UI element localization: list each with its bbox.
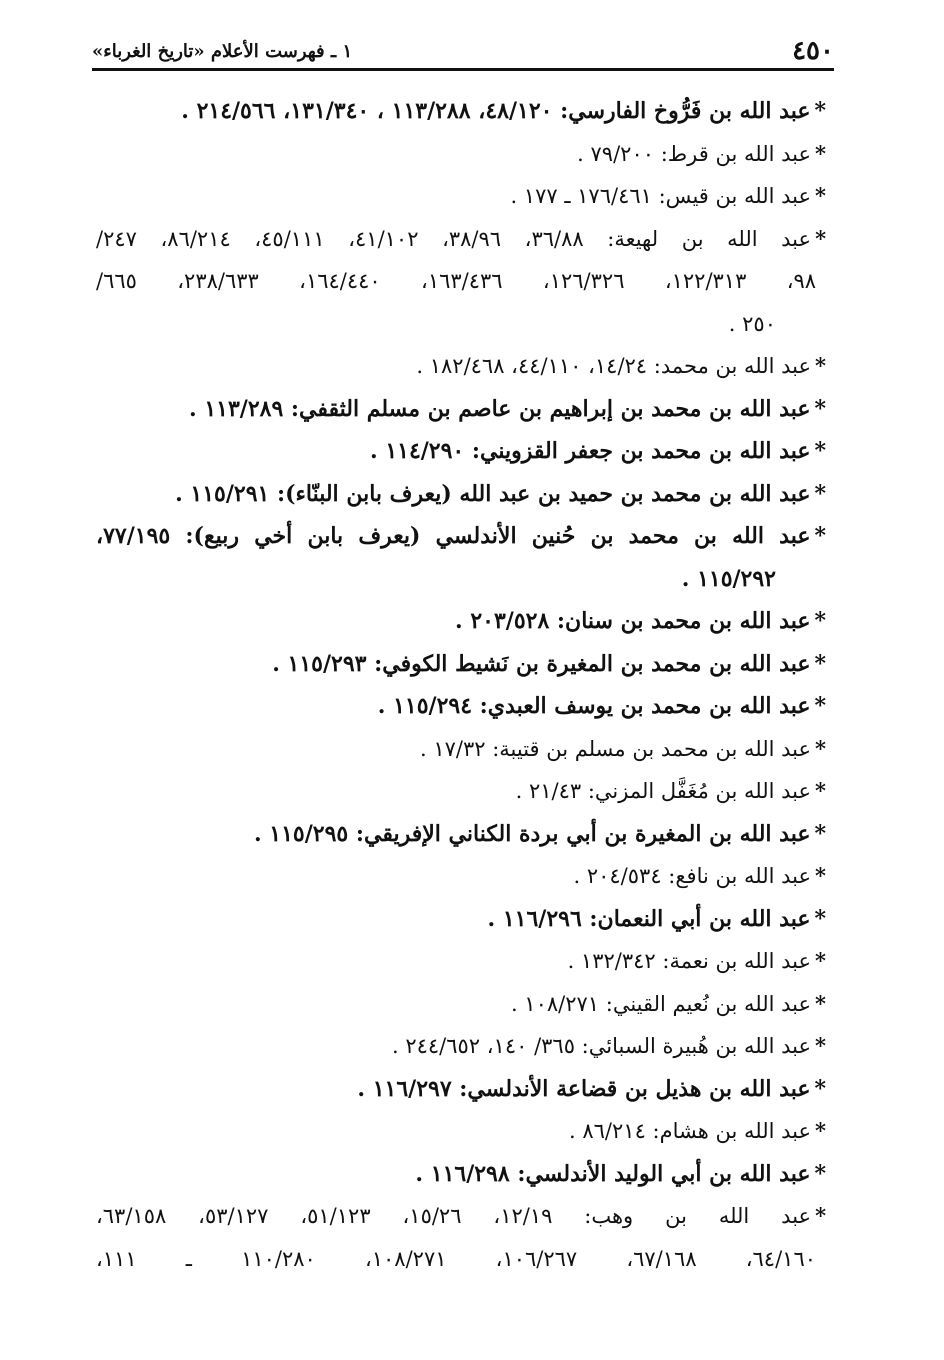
entry-bullet: * bbox=[814, 608, 826, 634]
index-entry bbox=[96, 855, 826, 898]
entry-bullet: * bbox=[815, 225, 826, 251]
entry-bullet: * bbox=[815, 1203, 826, 1228]
entry-text: عبد الله بن محمد بن يوسف العبدي: ١١٥/٢٩٤ . bbox=[377, 693, 811, 719]
entry-bullet: * bbox=[814, 480, 826, 507]
entry-text: عبد الله بن محمد بن حُنين الأندلسي (يعرف بابن أخي ربيع): ٧٧/١٩٥، bbox=[96, 523, 811, 549]
entry-text: عبد الله بن هشام: ٨٦/٢١٤ . bbox=[569, 1119, 812, 1143]
index-entry bbox=[96, 685, 826, 728]
entry-bullet: * bbox=[814, 650, 826, 677]
index-entry bbox=[96, 600, 826, 643]
entry-text: عبد الله بن محمد بن مسلم بن قتيبة: ١٧/٣٢ . bbox=[419, 736, 812, 761]
entry-text: عبد الله بن قرط: ٧٩/٢٠٠ . bbox=[577, 141, 812, 166]
index-entry bbox=[96, 770, 826, 813]
entry-text: عبد الله بن وهب: ١٢/١٩، ١٥/٢٦، ٥١/١٢٣، ٥٣/١٢٧، ٦٣/١٥٨، bbox=[96, 1204, 812, 1228]
entry-bullet: * bbox=[815, 735, 826, 761]
index-entry bbox=[96, 345, 826, 388]
entry-text: عبد الله بن فَرُّوخ الفارسي: ٤٨/١٢٠، ١١٣/٢٨٨ ، ١٣١/٣٤٠، ٢١٤/٥٦٦ . bbox=[181, 98, 811, 124]
index-entry bbox=[96, 728, 826, 771]
entry-bullet: * bbox=[814, 1075, 826, 1102]
index-entry bbox=[96, 473, 826, 516]
index-entry bbox=[96, 90, 826, 133]
entry-bullet: * bbox=[815, 1033, 826, 1058]
entry-bullet: * bbox=[815, 140, 826, 166]
entry-bullet: * bbox=[814, 693, 826, 719]
entry-bullet: * bbox=[814, 1160, 826, 1187]
index-entry-continuation bbox=[96, 303, 826, 346]
entry-bullet: * bbox=[814, 905, 826, 932]
index-entry-continuation bbox=[96, 558, 826, 601]
page-header bbox=[92, 30, 834, 71]
entry-text: عبد الله بن مُغَفَّل المزني: ٢١/٤٣ . bbox=[515, 779, 812, 803]
index-entry bbox=[96, 1195, 826, 1238]
index-entry bbox=[96, 175, 826, 218]
entry-text: عبد الله بن نُعيم القيني: ١٠٨/٢٧١ . bbox=[510, 991, 812, 1016]
entry-bullet: * bbox=[815, 778, 826, 803]
entry-text: ٩٨، ١٢٢/٣١٣، ١٢٦/٣٢٦، ١٦٣/٤٣٦، ١٦٤/٤٤٠، ٢٣٨/٦٣٣، ٦٦٥/ bbox=[96, 269, 817, 293]
entry-text: عبد الله بن هُبيرة السبائي: ٣٦٥/ ١٤٠، ٢٤٤/٦٥٢ . bbox=[391, 1034, 812, 1058]
index-entry bbox=[96, 643, 826, 686]
entry-text: عبد الله بن أبي النعمان: ١١٦/٢٩٦ . bbox=[487, 905, 811, 932]
running-title: ١ ـ فهرست الأعلام «تاريخ الغرباء» bbox=[92, 41, 353, 62]
entry-text: عبد الله بن قيس: ١٧٦/٤٦١ ـ ١٧٧ . bbox=[510, 184, 812, 208]
page-number: ٤٥٠ bbox=[792, 36, 834, 66]
entry-bullet: * bbox=[815, 990, 826, 1016]
entry-text: عبد الله بن محمد بن حميد بن عبد الله (يعرف بابن البنّاء): ١١٥/٢٩١ . bbox=[175, 480, 811, 507]
index-entry bbox=[96, 1153, 826, 1196]
entry-bullet: * bbox=[815, 1118, 826, 1143]
index-entry bbox=[96, 218, 826, 261]
entry-text: عبد الله بن هذيل بن قضاعة الأندلسي: ١١٦/٢٩٧ . bbox=[357, 1075, 811, 1102]
index-entry bbox=[96, 515, 826, 558]
entry-bullet: * bbox=[815, 183, 826, 208]
index-entry bbox=[96, 133, 826, 176]
entry-bullet: * bbox=[815, 353, 826, 378]
entry-text: عبد الله بن أبي الوليد الأندلسي: ١١٦/٢٩٨ . bbox=[415, 1160, 811, 1187]
entry-text: عبد الله بن محمد بن إبراهيم بن عاصم بن مسلم الثقفي: ١١٣/٢٨٩ . bbox=[189, 395, 811, 422]
entry-text: عبد الله بن لهيعة: ٣٦/٨٨، ٣٨/٩٦، ٤١/١٠٢، ٤٥/١١١، ٨٦/٢١٤، ٢٤٧/ bbox=[96, 226, 812, 251]
entry-bullet: * bbox=[814, 820, 826, 847]
entry-bullet: * bbox=[814, 395, 826, 422]
entry-bullet: * bbox=[815, 863, 826, 888]
entry-text: عبد الله بن نعمة: ١٣٢/٣٤٢ . bbox=[567, 949, 812, 973]
index-entry bbox=[96, 813, 826, 856]
entry-text: ٦٤/١٦٠، ٦٧/١٦٨، ١٠٦/٢٦٧، ١٠٨/٢٧١، ١١٠/٢٨٠ ـ ١١١، bbox=[96, 1246, 817, 1271]
index-entry bbox=[96, 388, 826, 431]
entry-text: عبد الله بن نافع: ٢٠٤/٥٣٤ . bbox=[573, 864, 812, 888]
index-entry bbox=[96, 983, 826, 1026]
entry-text: ١١٥/٢٩٢ . bbox=[681, 565, 776, 592]
index-entry bbox=[96, 1110, 826, 1153]
entry-text: عبد الله بن محمد بن المغيرة بن نَشيط الكوفي: ١١٥/٢٩٣ . bbox=[272, 650, 811, 677]
entry-bullet: * bbox=[814, 98, 826, 124]
index-entry bbox=[96, 898, 826, 941]
index-entry-continuation bbox=[96, 1238, 826, 1281]
entry-text: عبد الله بن محمد بن سنان: ٢٠٣/٥٢٨ . bbox=[455, 608, 811, 634]
entry-bullet: * bbox=[815, 948, 826, 973]
entry-text: عبد الله بن محمد: ١٤/٢٤، ٤٤/١١٠، ١٨٢/٤٦٨ . bbox=[416, 354, 812, 378]
index-entry bbox=[96, 1025, 826, 1068]
entry-text: عبد الله بن المغيرة بن أبي بردة الكناني الإفريقي: ١١٥/٢٩٥ . bbox=[253, 820, 811, 847]
index-entry bbox=[96, 940, 826, 983]
index-entry-continuation bbox=[96, 260, 826, 303]
entry-text: ٢٥٠ . bbox=[728, 311, 776, 336]
index-entry bbox=[96, 430, 826, 473]
entry-bullet: * bbox=[814, 523, 826, 549]
entry-text: عبد الله بن محمد بن جعفر القزويني: ١١٤/٢٩٠ . bbox=[369, 438, 811, 464]
index-entry bbox=[96, 1068, 826, 1111]
entry-bullet: * bbox=[814, 438, 826, 464]
index-entries bbox=[96, 90, 826, 1280]
